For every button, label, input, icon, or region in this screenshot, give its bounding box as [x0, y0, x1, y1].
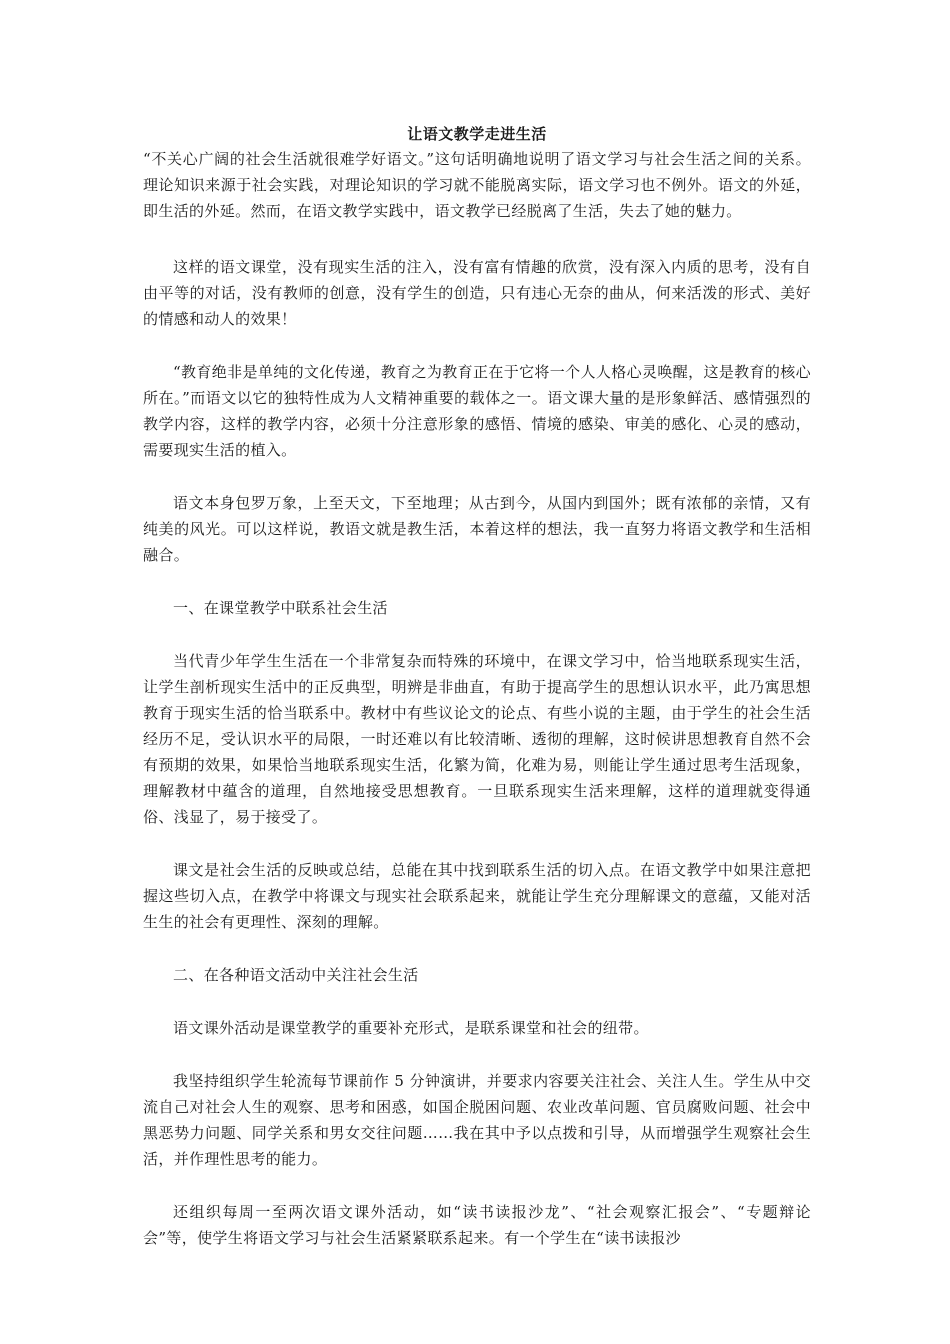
- document-title: 让语文教学走进生活: [407, 125, 547, 143]
- section-1-heading: 一、在课堂教学中联系社会生活: [173, 599, 388, 617]
- document-page: [143, 124, 811, 1278]
- section-2-paragraph-3: 还组织每周一至两次语文课外活动，如“读书读报沙龙”、“社会观察汇报会”、“专题辩论会”等，使学生将语文学习与社会生活紧紧联系起来。有一个学生在“读书读报沙: [143, 1203, 811, 1247]
- section-1-paragraph-1: 当代青少年学生生活在一个非常复杂而特殊的环境中，在课文学习中，恰当地联系现实生活，让学生剖析现实生活中的正反典型，明辨是非曲直，有助于提高学生的思想认识水平，此乃寓思想教育于现实生活的恰当联系中。教材中有些议论文的论点、有些小说的主题，由于学生的社会生活经历不足，受认识水平的局限，一时还难以有比较清晰、透彻的理解，这时候讲思想教育自然不会有预期的效果，如果恰当地联系现实生活，化繁为简，化难为易，则能让学生通过思考生活现象，理解教材中蕴含的道理，自然地接受思想教育。一旦联系现实生活来理解，这样的道理就变得通俗、浅显了，易于接受了。: [143, 652, 811, 826]
- section-2-paragraph-1: 语文课外活动是课堂教学的重要补充形式，是联系课堂和社会的纽带。: [173, 1019, 649, 1037]
- section-2-heading: 二、在各种语文活动中关注社会生活: [173, 966, 419, 984]
- section-1-paragraph-2: 课文是社会生活的反映或总结，总能在其中找到联系生活的切入点。在语文教学中如果注意把握这些切入点，在教学中将课文与现实社会联系起来，就能让学生充分理解课文的意蕴，又能对活生生的社会有更理性、深刻的理解。: [143, 861, 811, 931]
- section-2-paragraph-2: 我坚持组织学生轮流每节课前作 5 分钟演讲，并要求内容要关注社会、关注人生。学生从中交流自己对社会人生的观察、思考和困惑，如国企脱困问题、农业改革问题、官员腐败问题、社会中黑恶势力问题、同学关系和男女交往问题……我在其中予以点拨和引导，从而增强学生观察社会生活，并作理性思考的能力。: [143, 1072, 811, 1168]
- intro-paragraph-2: 这样的语文课堂，没有现实生活的注入，没有富有情趣的欣赏，没有深入内质的思考，没有自由平等的对话，没有教师的创意，没有学生的创造，只有违心无奈的曲从，何来活泼的形式、美好的情感和动人的效果！: [143, 258, 811, 328]
- intro-paragraph-3: “教育绝非是单纯的文化传递，教育之为教育正在于它将一个人人格心灵唤醒，这是教育的核心所在。”而语文以它的独特性成为人文精神重要的载体之一。语文课大量的是形象鲜活、感情强烈的教学内容，这样的教学内容，必须十分注意形象的感悟、情境的感染、审美的感化、心灵的感动，需要现实生活的植入。: [143, 363, 811, 459]
- intro-paragraph-1: “不关心广阔的社会生活就很难学好语文。”这句话明确地说明了语文学习与社会生活之间的关系。理论知识来源于社会实践，对理论知识的学习就不能脱离实际，语文学习也不例外。语文的外延，即生活的外延。然而，在语文教学实践中，语文教学已经脱离了生活，失去了她的魅力。: [143, 150, 811, 220]
- intro-paragraph-4: 语文本身包罗万象，上至天文，下至地理；从古到今，从国内到国外；既有浓郁的亲情，又有纯美的风光。可以这样说，教语文就是教生活，本着这样的想法，我一直努力将语文教学和生活相融合。: [143, 494, 811, 564]
